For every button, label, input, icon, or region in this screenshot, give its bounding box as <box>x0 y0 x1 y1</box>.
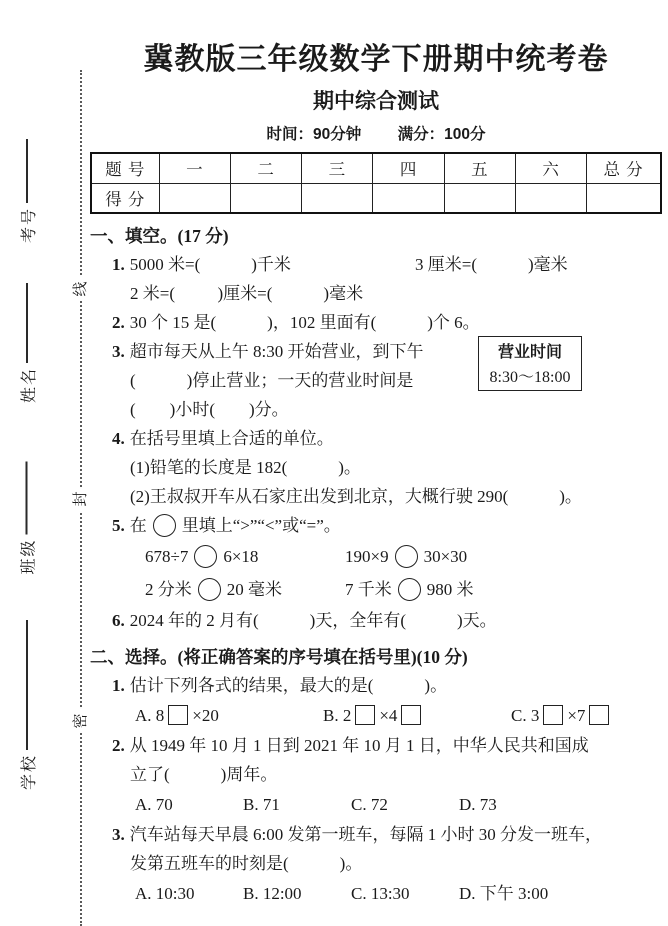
fill-q5-intro <box>90 511 662 540</box>
fill-q1-part-a: 5000 米=( )千米 <box>129 255 291 274</box>
fill-q3-text1: 超市每天从上午 8:30 开始营业，到下午 <box>129 342 424 361</box>
class-blank-line <box>26 462 28 535</box>
choice-q3-text1: 汽车站每天早晨 6:00 发第一班车，每隔 1 小时 30 分发一班车， <box>129 825 602 844</box>
choice-q3-option-d: D. 下午 3:00 <box>459 884 549 903</box>
blank-box-icon <box>355 705 375 725</box>
fill-q1-number: 1. <box>112 255 125 274</box>
score-cell-4 <box>373 183 444 213</box>
choice-q3-number: 3. <box>112 825 125 844</box>
time-limit: 时间：90分钟 <box>266 126 362 143</box>
choice-q2-text1: 从 1949 年 10 月 1 日到 2021 年 10 月 1 日，中华人民共和国成 <box>129 736 589 755</box>
choice-q1-text: 估计下列各式的结果，最大的是( )。 <box>129 676 448 695</box>
fill-q3-text2: ( )停止营业；一天的营业时间是 <box>130 371 414 390</box>
header-part-1: 一 <box>159 153 230 183</box>
header-part-4: 四 <box>373 153 444 183</box>
compare1-right: 6×18 <box>223 547 259 566</box>
compare-circle-icon <box>398 578 421 601</box>
score-table <box>90 152 662 214</box>
choice-q3-line2 <box>90 849 662 878</box>
compare-circle-icon <box>395 545 418 568</box>
fill-q3-line1 <box>90 337 470 366</box>
option-a-text: A. 8 <box>135 706 165 725</box>
option-a-text2: ×20 <box>192 706 219 725</box>
fill-q5-row1 <box>90 540 662 573</box>
section1-heading <box>90 222 662 250</box>
score-cell-total <box>587 183 661 213</box>
fill-q3-text3: ( )小时( )分。 <box>130 400 289 419</box>
seal-char-mi: 密 <box>70 709 92 733</box>
choice-q1-option-b <box>323 700 511 731</box>
fill-q4-item1-text: (1)铅笔的长度是 182( )。 <box>130 458 361 477</box>
section2-heading-label: 二、选择。 <box>90 647 178 667</box>
option-b-text2: ×4 <box>379 706 398 725</box>
compare4-right: 980 米 <box>426 580 474 599</box>
fill-q3-line3 <box>90 395 470 424</box>
compare2 <box>345 540 467 573</box>
page-title: 冀教版三年级数学下册期中统考卷 <box>143 43 609 76</box>
choice-q2-text2: 立了( )周年。 <box>130 765 278 784</box>
fill-q1-line2 <box>90 279 662 308</box>
margin-field-class <box>16 462 38 575</box>
fill-q4-item1 <box>90 453 662 482</box>
business-hours-title: 营业时间 <box>497 344 562 361</box>
blank-box-icon <box>168 705 188 725</box>
fill-q1-part-b: 3 厘米=( )毫米 <box>415 255 568 274</box>
full-score: 满分：100分 <box>397 126 486 143</box>
option-b-text: B. 2 <box>323 706 352 725</box>
school-label: 学校 <box>20 753 38 790</box>
fill-q5-number: 5. <box>112 516 125 535</box>
choice-q1-option-a <box>135 700 323 731</box>
fill-q4-item2-text: (2)王叔叔开车从石家庄出发到北京，大概行驶 290( )。 <box>130 487 582 506</box>
choice-q2-number: 2. <box>112 736 125 755</box>
fill-q4-text: 在括号里填上合适的单位。 <box>129 429 334 448</box>
blank-box-icon <box>543 705 563 725</box>
fill-q4-number: 4. <box>112 429 125 448</box>
fill-q5-post: 里填上“>”“<”或“=”。 <box>181 516 341 535</box>
fill-q6 <box>90 606 662 635</box>
compare-circle-icon <box>198 578 221 601</box>
fill-q6-text: 2024 年的 2 月有( )天，全年有( )天。 <box>129 611 497 630</box>
choice-q1 <box>90 671 662 700</box>
choice-q3-option-b: B. 12:00 <box>243 884 302 903</box>
compare-circle-icon <box>153 514 176 537</box>
blank-box-icon <box>589 705 609 725</box>
choice-q2-line2 <box>90 760 662 789</box>
choice-q1-number: 1. <box>112 676 125 695</box>
header-question-number: 题 号 <box>91 153 159 183</box>
option-c-text2: ×7 <box>567 706 586 725</box>
compare4 <box>345 573 474 606</box>
score-cell-2 <box>230 183 301 213</box>
compare4-left: 7 千米 <box>345 580 392 599</box>
exam-content <box>90 34 662 909</box>
exam-number-blank-line <box>26 139 28 203</box>
compare3-left: 2 分米 <box>145 580 192 599</box>
header-part-3: 三 <box>302 153 373 183</box>
fill-q5-pre: 在 <box>129 516 147 535</box>
choice-q2-line1 <box>90 731 662 760</box>
choice-q2-option-b: B. 71 <box>243 795 280 814</box>
header-total: 总 分 <box>587 153 661 183</box>
choice-q2-options <box>90 789 662 820</box>
choice-q2-option-c: C. 72 <box>351 795 388 814</box>
header-part-2: 二 <box>230 153 301 183</box>
seal-char-feng: 封 <box>70 487 92 511</box>
header-part-5: 五 <box>444 153 515 183</box>
exam-number-label: 考号 <box>20 206 38 243</box>
choice-q3-text2: 发第五班车的时刻是( )。 <box>130 854 363 873</box>
fill-q6-number: 6. <box>112 611 125 630</box>
score-cell-5 <box>444 183 515 213</box>
fill-q5-row2 <box>90 573 662 606</box>
name-label: 姓名 <box>20 366 38 403</box>
choice-q3-options <box>90 878 662 909</box>
header-part-6: 六 <box>515 153 586 183</box>
compare2-left: 190×9 <box>345 547 389 566</box>
fill-q1-part-c: 2 米=( )厘米=( )毫米 <box>130 284 364 303</box>
compare3-right: 20 毫米 <box>226 580 282 599</box>
margin-field-name <box>16 283 38 403</box>
fill-q3-number: 3. <box>112 342 125 361</box>
score-cell-6 <box>515 183 586 213</box>
score-table-header-row <box>91 153 661 183</box>
choice-q1-option-c <box>511 700 613 731</box>
fill-q3-line2 <box>90 366 470 395</box>
exam-info <box>90 122 662 144</box>
score-row-label: 得 分 <box>91 183 159 213</box>
fill-q2 <box>90 308 662 337</box>
fill-q2-text: 30 个 15 是( )，102 里面有( )个 6。 <box>129 313 480 332</box>
school-blank-line <box>26 620 28 750</box>
page-subtitle: 期中综合测试 <box>313 90 439 113</box>
fill-q4-item2 <box>90 482 662 511</box>
compare-circle-icon <box>194 545 217 568</box>
section1-heading-score: (17 分) <box>177 226 229 246</box>
compare2-right: 30×30 <box>423 547 468 566</box>
choice-q3-line1 <box>90 820 662 849</box>
choice-q2-option-a: A. 70 <box>135 795 173 814</box>
section2-heading-note: (将正确答案的序号填在括号里)(10 分) <box>177 647 468 667</box>
choice-q3-option-c: C. 13:30 <box>351 884 410 903</box>
score-cell-3 <box>302 183 373 213</box>
option-c-text: C. 3 <box>511 706 540 725</box>
business-hours-value: 8:30～18:00 <box>489 369 571 386</box>
score-table-score-row <box>91 183 661 213</box>
fill-q4 <box>90 424 662 453</box>
fill-q2-number: 2. <box>112 313 125 332</box>
compare1-left: 678÷7 <box>145 547 189 566</box>
choice-q1-options <box>90 700 662 731</box>
name-blank-line <box>26 283 28 363</box>
score-cell-1 <box>159 183 230 213</box>
fill-q1-line1 <box>90 250 662 279</box>
class-label: 班级 <box>20 538 37 575</box>
margin-field-school <box>16 620 38 790</box>
margin-field-exam-number <box>16 139 38 243</box>
choice-q3-option-a: A. 10:30 <box>135 884 195 903</box>
section1-heading-label: 一、填空。 <box>90 226 178 246</box>
blank-box-icon <box>401 705 421 725</box>
choice-q2-option-d: D. 73 <box>459 795 497 814</box>
section2-heading <box>90 643 662 671</box>
seal-char-xian: 线 <box>70 277 92 301</box>
